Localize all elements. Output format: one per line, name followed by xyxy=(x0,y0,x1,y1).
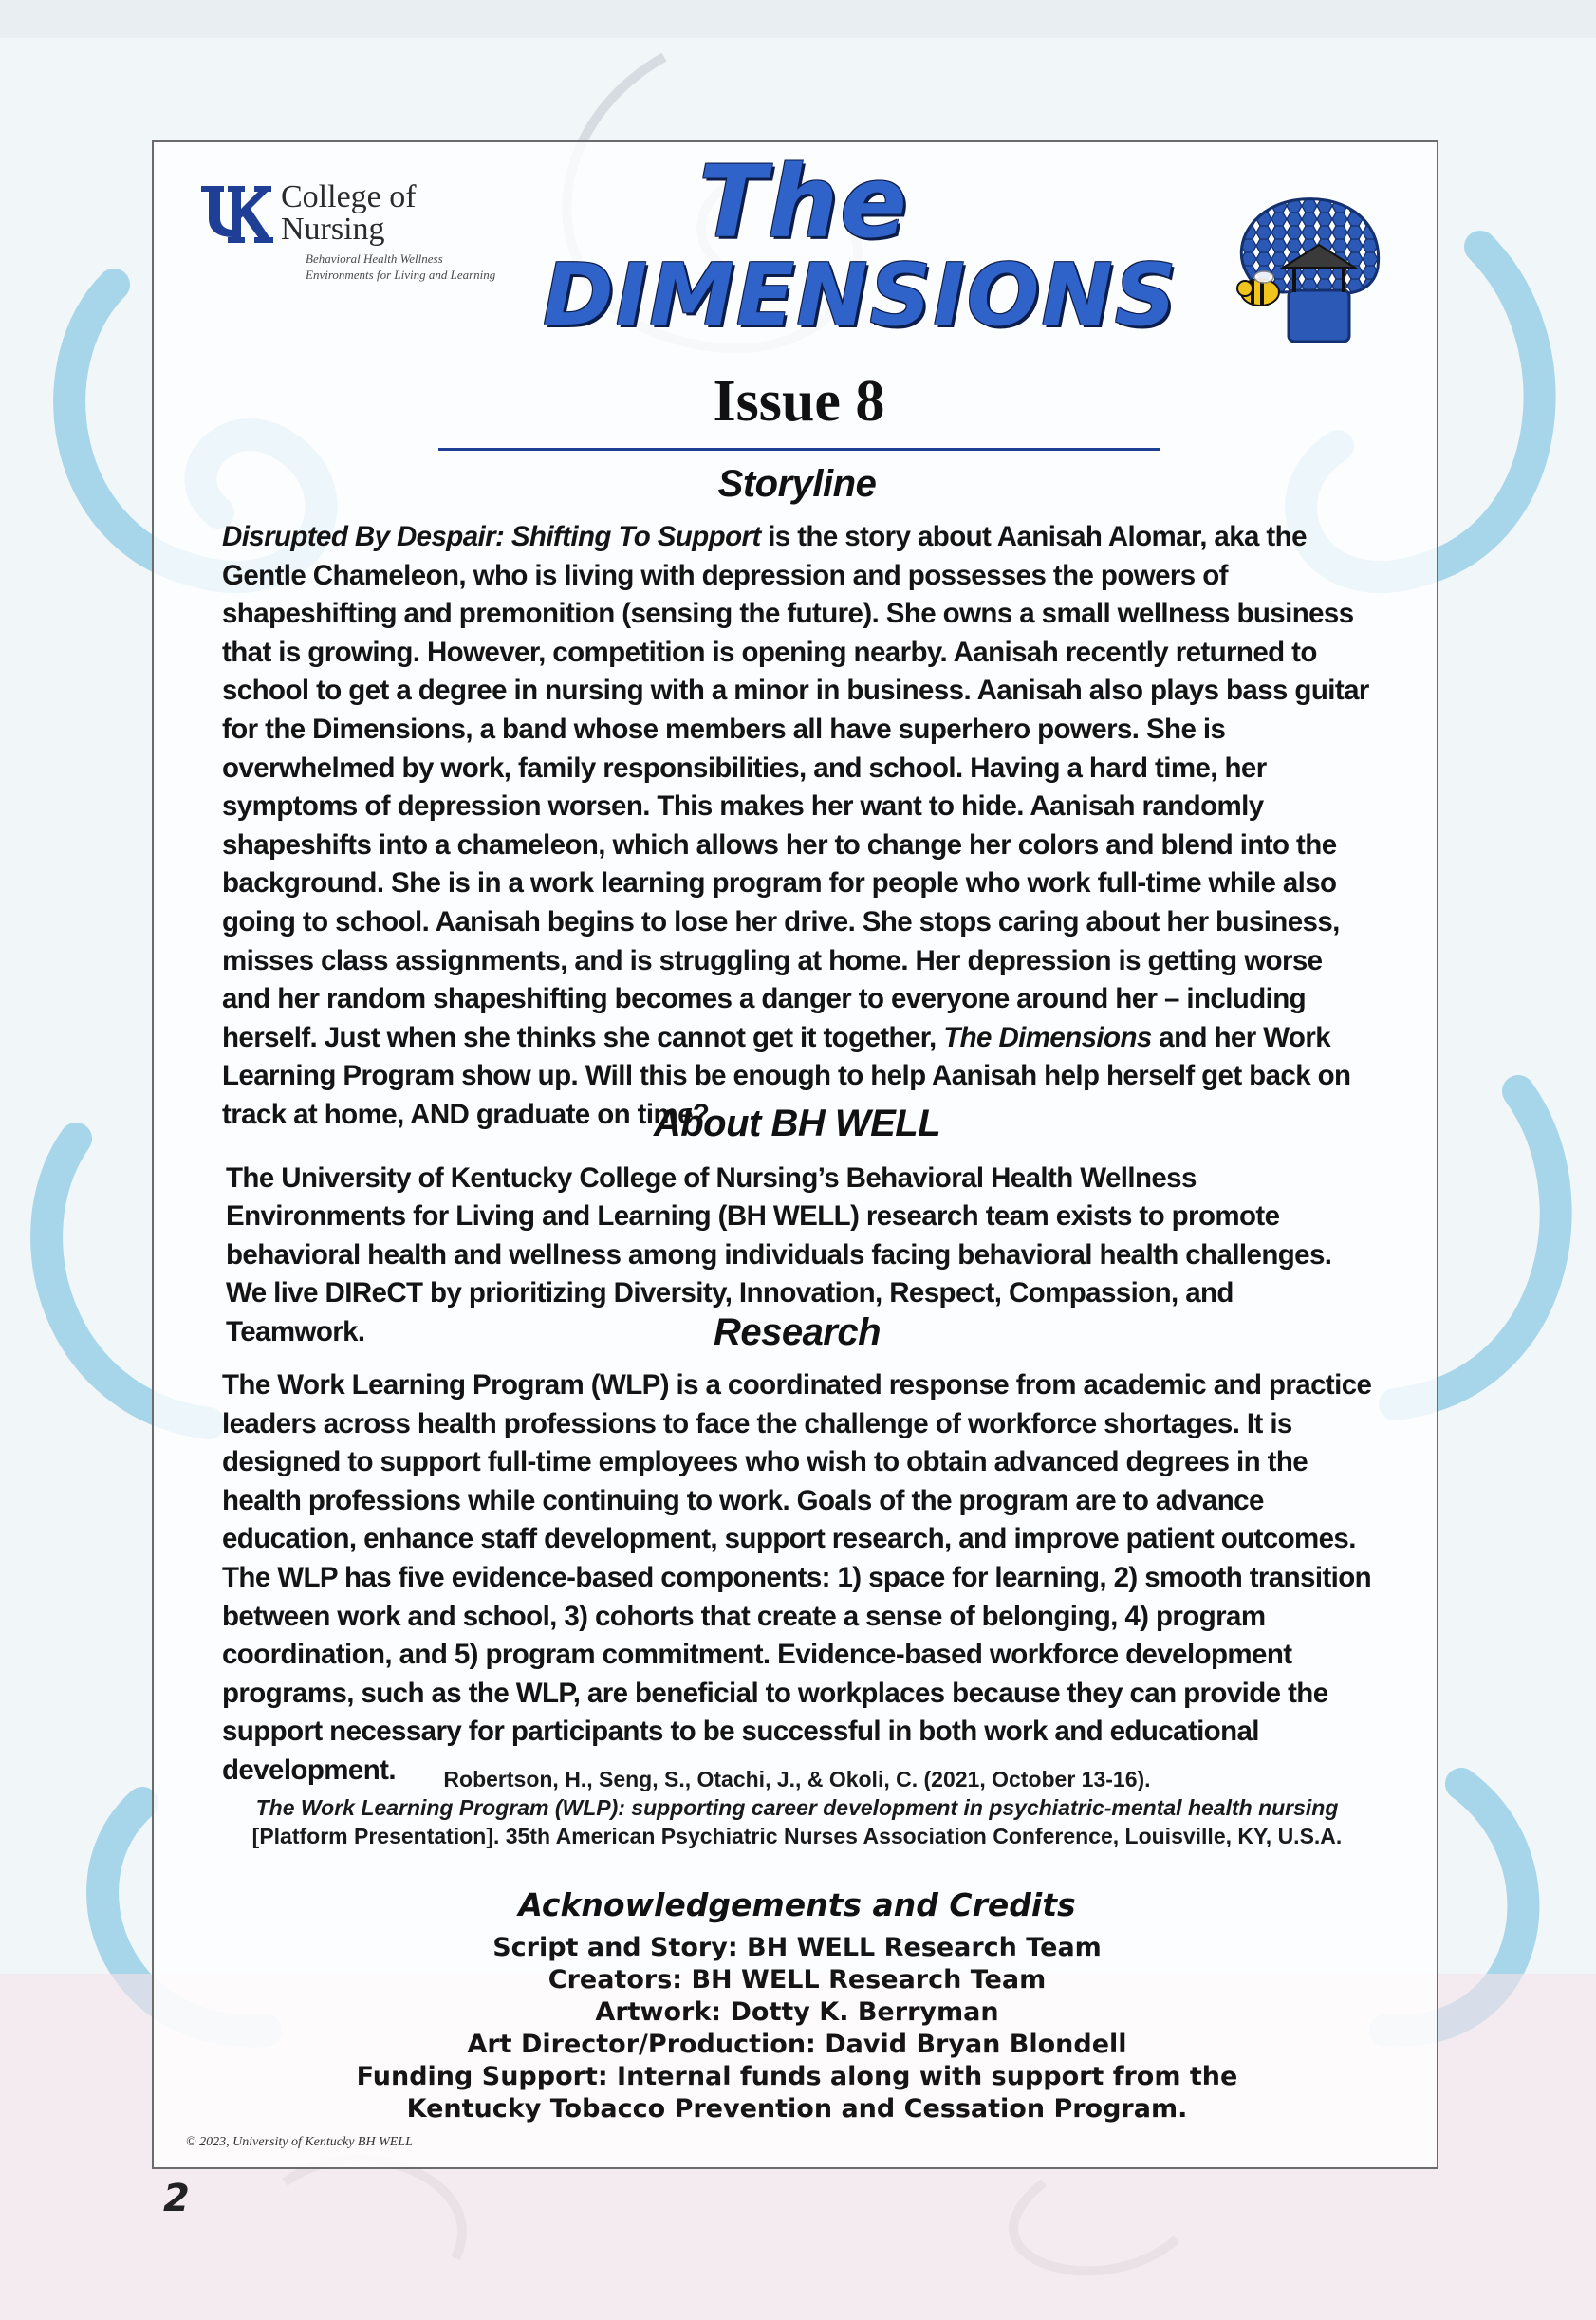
story-title: Disrupted By Despair: Shifting To Support xyxy=(222,521,761,552)
citation-authors: Robertson, H., Seng, S., Otachi, J., & Okoli, C. (2021, October 13-16). xyxy=(443,1767,1151,1791)
content-panel xyxy=(152,140,1438,2169)
about-paragraph: The University of Kentucky College of Nursing’s Behavioral Health Wellness Environments for Living and Learning (BH WELL) research team exists to promote behavioral health and wellness among individuals facing behavioral health challenges. We live DIReCT by prioritizing Diversity, Innovation, Respect, Compassion, and Teamwork. xyxy=(226,1162,1332,1347)
logo-nursing-text: Nursing xyxy=(281,212,385,247)
credit-artwork: Artwork: Dotty K. Berryman xyxy=(595,1997,999,2027)
logo-tagline-line-2: Environments for Living and Learning xyxy=(306,268,496,282)
credit-script: Script and Story: BH WELL Research Team xyxy=(492,1933,1102,1962)
bee-brain-well-icon xyxy=(1226,186,1387,352)
credit-funding-line-2: Kentucky Tobacco Prevention and Cessation Program. xyxy=(406,2094,1188,2124)
credit-funding-line-1: Funding Support: Internal funds along with support from the xyxy=(356,2062,1238,2091)
citation xyxy=(230,1765,1364,1850)
title-dimensions: DIMENSIONS xyxy=(543,246,1178,345)
storyline-paragraph xyxy=(222,518,1376,1135)
acknowledgements-heading: Acknowledgements and Credits xyxy=(518,1886,1076,1923)
credits-list xyxy=(211,1932,1383,2125)
page-number: 2 xyxy=(163,2177,190,2220)
about-heading: About BH WELL xyxy=(653,1103,941,1144)
credit-art-director: Art Director/Production: David Bryan Blondell xyxy=(467,2030,1127,2059)
citation-details: [Platform Presentation]. 35th American Psychiatric Nurses Association Conference, Louisville, KY, U.S.A. xyxy=(251,1824,1343,1848)
college-of-nursing-logo xyxy=(199,179,496,294)
storyline-heading: Storyline xyxy=(717,463,877,505)
storyline-text-part-2: and her Work Learning Program show up. Will this be enough to help Aanisah help herself get back on track at home, AND graduate on time? xyxy=(222,1021,1351,1130)
credit-creators: Creators: BH WELL Research Team xyxy=(547,1965,1047,1995)
title-the: The xyxy=(698,144,909,260)
issue-divider xyxy=(438,448,1160,451)
logo-college-text: College of xyxy=(281,179,417,214)
research-heading: Research xyxy=(713,1311,882,1353)
research-paragraph: The Work Learning Program (WLP) is a coordinated response from academic and practice leaders across health professions to face the challenge of workforce shortages. It is designed to support full-time employees who wish to obtain advanced degrees in the health professions while continuing to work. Goals of the program are to advance education, enhance staff development, support research, and improve patient outcomes. The WLP has five evidence-based components: 1) space for learning, 2) smooth transition between work and school, 3) cohorts that create a sense of belonging, 4) program coordination, and 5) program commitment. Evidence-based workforce development programs, such as the WLP, are beneficial to workplaces because they can provide the support necessary for participants to be successful in both work and educational development. xyxy=(222,1369,1372,1786)
citation-title: The Work Learning Program (WLP): supporting career development in psychiatric-mental health nursing xyxy=(255,1795,1339,1820)
citation-reference xyxy=(230,1793,1364,1850)
uk-logo-icon xyxy=(199,184,273,247)
logo-tagline-line-1: Behavioral Health Wellness xyxy=(306,251,443,266)
issue-number: Issue 8 xyxy=(713,369,885,434)
copyright-notice: © 2023, University of Kentucky BH WELL xyxy=(186,2135,413,2149)
storyline-text-part-1: is the story about Aanisah Alomar, aka the Gentle Chameleon, who is living with depression and possesses the powers of shapeshifting and premonition (sensing the future). She owns a small wellness business that is growing. However, competition is opening nearby. Aanisah recently returned to school to get a degree in nursing with a minor in business. Aanisah also plays bass guitar for the Dimensions, a band whose members all have superhero powers. She is overwhelmed by work, family responsibilities, and school. Having a hard time, her symptoms of depression worsen. This makes her want to hide. Aanisah randomly shapeshifts into a chameleon, which allows her to change her colors and blend into the background. She is in a work learning program for people who work full-time while also going to school. Aanisah begins to lose her drive. She stops caring about her business, misses class assignments, and is struggling at home. Her depression is getting worse and her random shapeshifting becomes a danger to everyone around her – including herself. Just when she thinks she cannot get it together, xyxy=(222,521,1369,1053)
series-name: The Dimensions xyxy=(943,1021,1152,1053)
